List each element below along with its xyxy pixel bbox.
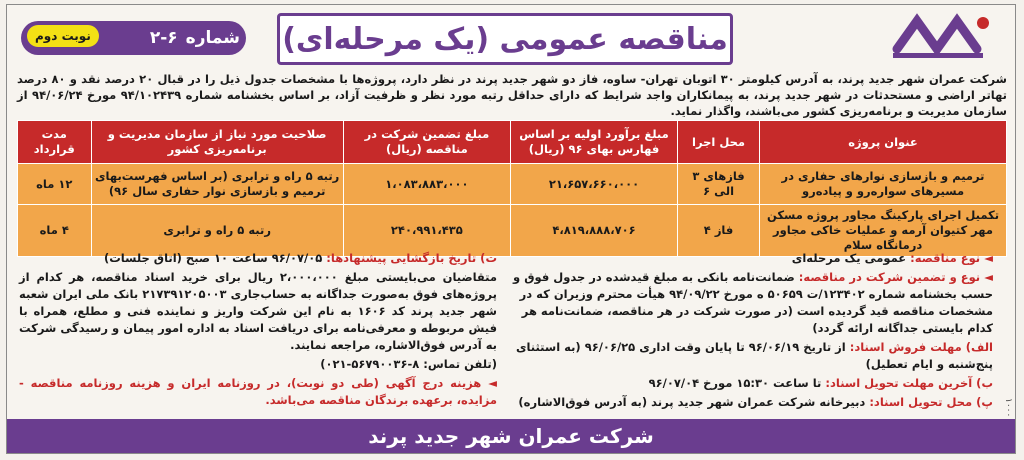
table-row	[18, 205, 1007, 257]
notice-header	[7, 5, 1015, 65]
issue-badge	[21, 21, 246, 55]
turn-badge: نوبت دوم	[27, 25, 99, 47]
issue-number: ۲-۶	[149, 28, 178, 48]
tender-type: ◄ نوع مناقصه: عمومی یک مرحله‌ای	[791, 251, 993, 265]
project-title: تکمیل اجرای پارکینگ مجاور پروژه مسکن مهر کتیوان آرمه و عملیات خاکی مجاور درمانگاه سلام	[760, 205, 1007, 257]
parand-logo-icon	[887, 9, 997, 61]
col-duration-header: مدت قرارداد	[18, 121, 92, 164]
col-qualification-header: صلاحیت مورد نیاز از سازمان مدیریت و برنامه‌ریزی کشور	[91, 121, 343, 164]
project-guarantee: ۱،۰۸۳،۸۸۳،۰۰۰	[343, 164, 510, 205]
project-estimate: ۲۱،۶۵۷،۶۶۰،۰۰۰	[510, 164, 677, 205]
project-estimate: ۴،۸۱۹،۸۸۸،۷۰۶	[510, 205, 677, 257]
notice-title: مناقصه عمومی (یک مرحله‌ای)	[277, 13, 733, 65]
project-location: فازهای ۳ الی ۶	[678, 164, 760, 205]
project-location: فاز ۴	[678, 205, 760, 257]
sale-period: الف) مهلت فروش اسناد: از تاریخ ۹۶/۰۶/۱۹ تا پایان وقت اداری ۹۶/۰۶/۲۵ (به استثنای پنج‌شنبه و ایام تعطیل)	[515, 340, 993, 371]
ad-cost-note: ◄ هزینه درج آگهی (طی دو نوبت)، در روزنامه ایران و هزینه روزنامه مناقصه - مزایده، برعهده برندگان مناقصه می‌باشد.	[19, 376, 497, 407]
contact-phone: (تلفن تماس: ۸-۵۶۷۹۰۰۳۶-۰۲۱)	[320, 357, 497, 371]
col-title-header: عنوان پروژه	[760, 121, 1007, 164]
intro-text: شرکت عمران شهر جدید پرند، به آدرس کیلومتر ۳۰ اتوبان تهران- ساوه، فاز دو شهر جدید پرند در نظر دارد، پروژه‌ها با مشخصات جدول ذیل را در قبال ۲۰ درصد نقد و ۸۰ درصد تهاتر اراضی و مستحدثات در شهر جدید پرند، به پیمانکاران واجد شرایط که دارای حداقل رتبه مورد نظر و ظرفیت آزاد، بر اساس بخشنامه شماره ۹۴/۱۰۲۴۳۹ مورخ ۹۴/۰۶/۲۴ از سازمان مدیریت و برنامه‌ریزی کشور می‌باشند، واگذار نماید.	[17, 72, 1007, 118]
col-estimate-header: مبلغ برآورد اولیه بر اساس فهارس بهای ۹۶ (ریال)	[510, 121, 677, 164]
project-qualification: رتبه ۵ راه و ترابری	[91, 205, 343, 257]
details-right	[505, 250, 993, 413]
project-title: ترمیم و بازسازی نوارهای حفاری در مسیرهای سواره‌رو و پیاده‌رو	[760, 164, 1007, 205]
bullet-icon: ◄	[984, 270, 993, 284]
tender-notice	[6, 4, 1016, 454]
bullet-icon: ◄	[488, 376, 497, 390]
purchase-instructions: متقاضیان می‌بایستی مبلغ ۲،۰۰۰،۰۰۰ ریال برای خرید اسناد مناقصه، هر کدام از پروژه‌های فوق به‌صورت جداگانه به حساب‌جاری ۲۱۷۳۹۱۲۰۵۰۰۳ بانک ملی ایران شعبه شهر جدید پرند کد ۱۶۰۶ به نام این شرکت واریز و نماینده فنی و مطلع، همراه با فیش مربوطه و معرفی‌نامه برای دریافت اسناد به اداره امور پیمان و رسیدگی شرکت به آدرس فوق‌الاشاره، مراجعه نمایند.	[19, 270, 497, 352]
projects-table	[17, 120, 1007, 257]
footer-company: شرکت عمران شهر جدید پرند	[7, 419, 1015, 453]
submission-deadline: ب) آخرین مهلت تحویل اسناد: تا ساعت ۱۵:۳۰ مورخ ۹۶/۰۷/۰۴	[648, 376, 993, 390]
opening-date: ت) تاریخ بازگشایی پیشنهادها: ۹۶/۰۷/۰۵ ساعت ۱۰ صبح (اتاق جلسات)	[103, 251, 497, 265]
side-code: ۱۰۰۰	[1003, 397, 1013, 417]
details-left	[19, 250, 497, 411]
table-row	[18, 164, 1007, 205]
project-qualification: رتبه ۵ راه و ترابری (بر اساس فهرست‌بهای ترمیم و بازسازی نوار حفاری سال ۹۶)	[91, 164, 343, 205]
delivery-place: پ) محل تحویل اسناد: دبیرخانه شرکت عمران شهر جدید پرند (به آدرس فوق‌الاشاره)	[518, 395, 993, 409]
col-guarantee-header: مبلغ تضمین شرکت در مناقصه (ریال)	[343, 121, 510, 164]
table-header-row	[18, 121, 1007, 164]
bullet-icon: ◄	[984, 251, 993, 265]
project-duration: ۴ ماه	[18, 205, 92, 257]
project-duration: ۱۲ ماه	[18, 164, 92, 205]
guarantee-info: ◄ نوع و تضمین شرکت در مناقصه: ضمانت‌نامه بانکی به مبلغ قیدشده در جدول فوق و حسب بخشنامه شماره ۱۲۳۴۰۲/ت ۵۰۶۵۹ ه مورخ ۹۴/۰۹/۲۲ هیأت محترم وزیران که در مشخصات مناقصه قید گردیده است (در صورت شرکت در هر مناقصه، ضمانت‌نامه هر کدام بایستی جداگانه ارائه گردد)	[513, 270, 993, 335]
issue-label: شماره	[185, 28, 240, 48]
col-location-header: محل اجرا	[678, 121, 760, 164]
project-guarantee: ۲۴۰،۹۹۱،۴۳۵	[343, 205, 510, 257]
